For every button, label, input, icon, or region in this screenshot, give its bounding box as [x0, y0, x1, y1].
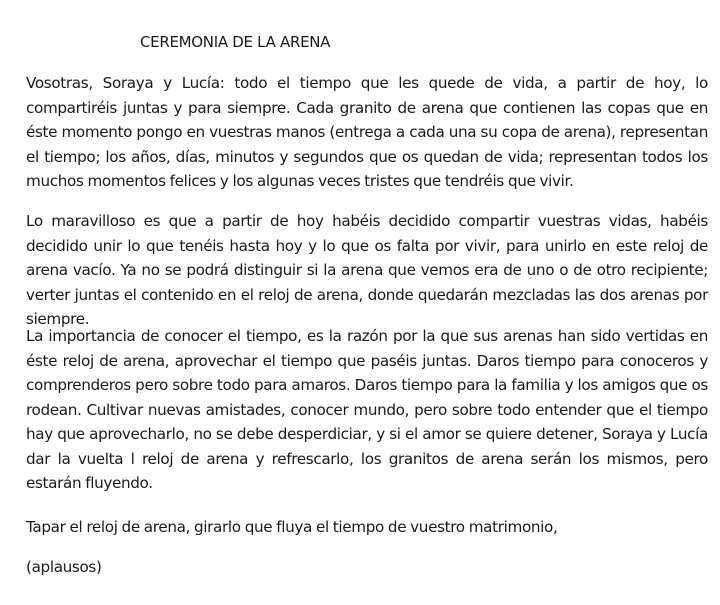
paragraph-closing-instruction: Tapar el reloj de arena, girarlo que fluya el tiempo de vuestro matrimonio,	[26, 518, 558, 536]
document-title: CEREMONIA DE LA ARENA	[140, 33, 331, 51]
paragraph-applause: (aplausos)	[26, 558, 102, 576]
paragraph-sharing: Lo maravilloso es que a partir de hoy habéis decidido compartir vuestras vidas, habéis decidido unir lo que tenéis hasta hoy y lo que os falta por vivir, para unirlo en este reloj de arena vacío. Ya no se podrá distinguir si la arena que vemos era de uno o de otro recipiente; verter juntas el contenido en el reloj de arena, donde quedarán mezcladas las dos arenas por siempre.	[26, 212, 708, 328]
paragraph-intro: Vosotras, Soraya y Lucía: todo el tiempo que les quede de vida, a partir de hoy, lo compartiréis juntas y para siempre. Cada granito de arena que contienen las copas que en éste momento pongo en vuestras manos (entrega a cada una su copa de arena), representan el tiempo; los años, días, minutos y segundos que os quedan de vida; representan todos los muchos momentos felices y los algunas veces tristes que tendréis que vivir.	[26, 74, 708, 190]
paragraph-importance-of-time: La importancia de conocer el tiempo, es la razón por la que sus arenas han sido vertidas en éste reloj de arena, aprovechar el tiempo que paséis juntas. Daros tiempo para conoceros y comprenderos pero sobre todo para amaros. Daros tiempo para la familia y los amigos que os rodean. Cultivar nuevas amistades, conocer mundo, pero sobre todo entender que el tiempo hay que aprovecharlo, no se debe desperdiciar, y si el amor se quiere detener, Soraya y Lucía dar la vuelta l reloj de arena y refrescarlo, los granitos de arena serán los mismos, pero estarán fluyendo.	[26, 327, 708, 492]
